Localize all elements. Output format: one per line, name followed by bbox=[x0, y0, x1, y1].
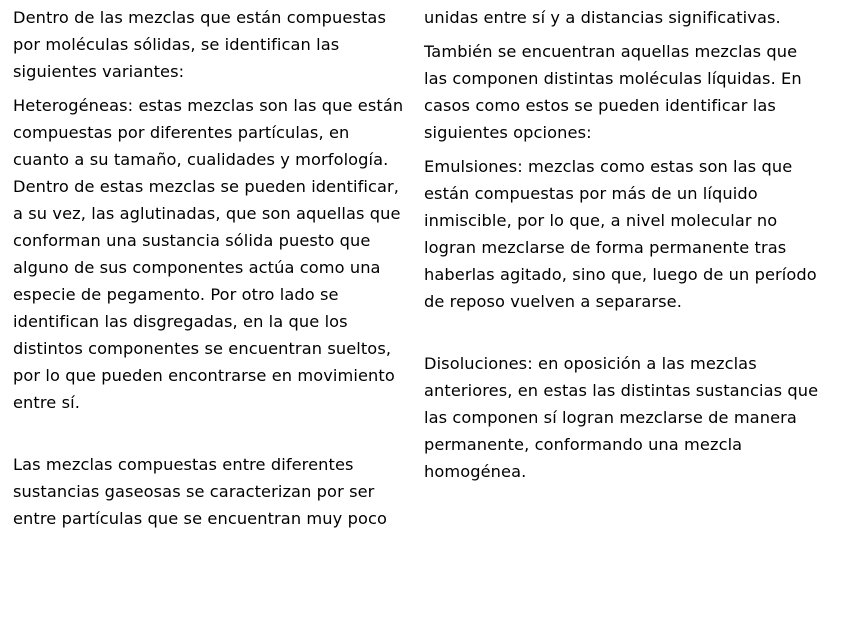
paragraph-gas-mixtures-continued: unidas entre sí y a distancias significativas. bbox=[424, 8, 781, 27]
paragraph-liquid-mixtures-intro: También se encuentran aquellas mezclas que las componen distintas moléculas líquidas. En casos como estos se pueden identificar las siguientes opciones: bbox=[424, 42, 802, 142]
paragraph-solutions: Disoluciones: en oposición a las mezclas anteriores, en estas las distintas sustancias que las componen sí logran mezclarse de manera permanente, conformando una mezcla homogénea. bbox=[424, 354, 819, 481]
left-column bbox=[13, 4, 421, 532]
paragraph-gas-mixtures: Las mezclas compuestas entre diferentes sustancias gaseosas se caracterizan por ser entre partículas que se encuentran muy poco bbox=[13, 455, 387, 528]
paragraph-heterogeneous: Heterogéneas: estas mezclas son las que están compuestas por diferentes partículas, en cuanto a su tamaño, cualidades y morfología. Dentro de estas mezclas se pueden identificar, a su vez, las aglutinadas, que son aquellas que conforman una sustancia sólida puesto que alguno de sus componentes actúa como una especie de pegamento. Por otro lado se identifican las disgregadas, en la que los distintos componentes se encuentran sueltos, por lo que pueden encontrarse en movimiento entre sí. bbox=[13, 96, 404, 412]
right-column bbox=[424, 4, 840, 485]
paragraph-emulsions: Emulsiones: mezclas como estas son las que están compuestas por más de un líquido inmiscible, por lo que, a nivel molecular no logran mezclarse de forma permanente tras haberlas agitado, sino que, luego de un período de reposo vuelven a separarse. bbox=[424, 157, 817, 311]
paragraph-solid-mixtures-intro: Dentro de las mezclas que están compuestas por moléculas sólidas, se identifican las siguientes variantes: bbox=[13, 8, 386, 81]
